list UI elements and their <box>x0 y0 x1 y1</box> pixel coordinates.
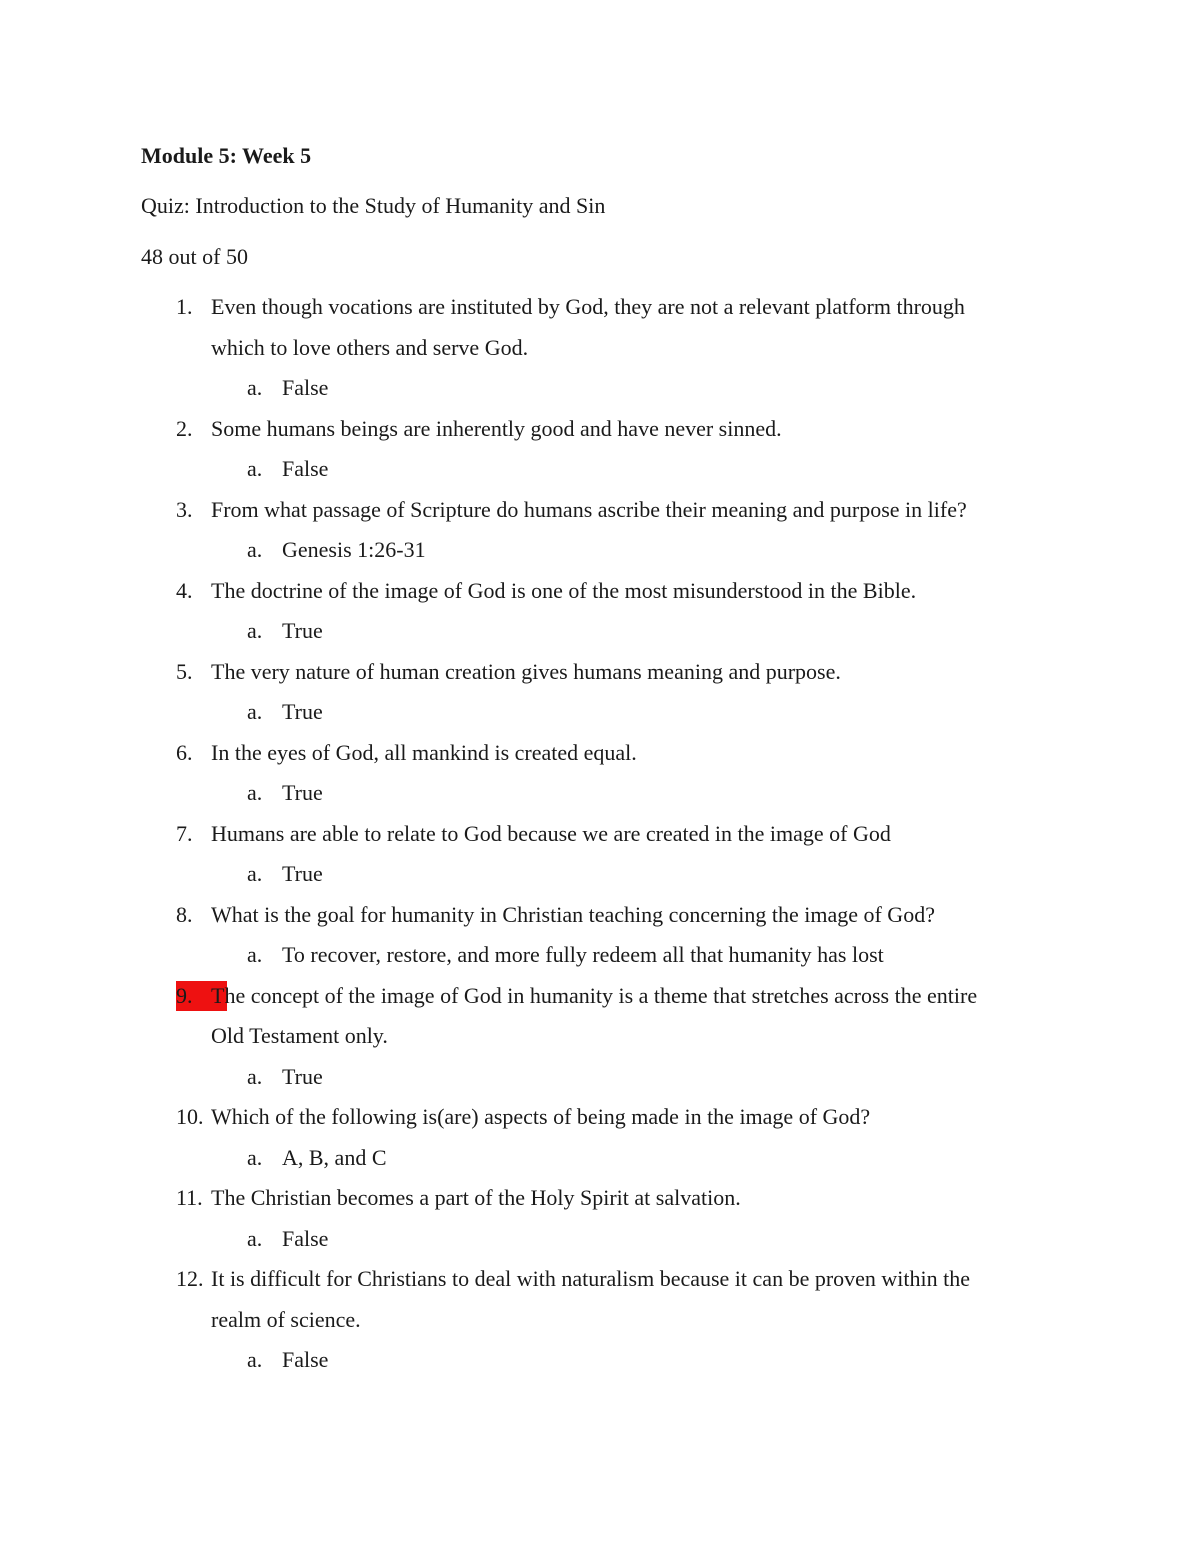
question-line <box>0 1102 1200 1143</box>
question-text: The doctrine of the image of God is one of the most misunderstood in the Bible. <box>211 577 917 603</box>
answer-text: True <box>282 618 323 643</box>
question-line <box>0 657 1200 698</box>
question-item <box>0 657 1200 738</box>
question-item <box>0 1264 1200 1386</box>
answer-text: False <box>282 456 329 481</box>
question-line <box>0 1021 1200 1062</box>
question-line <box>0 1183 1200 1224</box>
question-line <box>0 819 1200 860</box>
answer-line <box>0 1224 1200 1265</box>
answer-letter: a. <box>247 1347 263 1372</box>
question-text: Humans are able to relate to God because we are created in the image of God <box>211 820 891 846</box>
question-text: In the eyes of God, all mankind is created equal. <box>211 739 637 765</box>
answer-text: False <box>282 1225 329 1251</box>
question-item <box>0 1102 1200 1183</box>
question-number: 1. <box>176 294 193 319</box>
question-text: The Christian becomes a part of the Holy Spirit at salvation. <box>211 1185 741 1210</box>
answer-text: True <box>282 780 323 805</box>
question-number: 10. <box>176 1104 204 1129</box>
question-item <box>0 738 1200 819</box>
question-text: Which of the following is(are) aspects of being made in the image of God? <box>211 1104 871 1129</box>
answer-line <box>0 940 1200 981</box>
question-number: 6. <box>176 739 193 765</box>
answer-letter: a. <box>247 1144 263 1170</box>
question-number-highlighted: 9. <box>176 981 227 1011</box>
answer-line <box>0 616 1200 657</box>
question-line <box>0 292 1200 333</box>
question-line <box>0 900 1200 941</box>
answer-line <box>0 1345 1200 1386</box>
question-text: realm of science. <box>211 1306 361 1332</box>
answer-letter: a. <box>247 618 263 643</box>
answer-line <box>0 535 1200 576</box>
question-line <box>0 1305 1200 1346</box>
question-line <box>0 495 1200 536</box>
question-number: 4. <box>176 577 193 603</box>
answer-line <box>0 1143 1200 1184</box>
answer-letter: a. <box>247 375 263 400</box>
question-text: which to love others and serve God. <box>211 334 529 360</box>
question-number: 8. <box>176 901 193 927</box>
answer-line <box>0 697 1200 738</box>
question-item <box>0 981 1200 1103</box>
question-text: From what passage of Scripture do humans ascribe their meaning and purpose in life? <box>211 496 967 522</box>
answer-letter: a. <box>247 1063 263 1089</box>
question-item <box>0 900 1200 981</box>
question-number: 5. <box>176 658 193 684</box>
answer-line <box>0 454 1200 495</box>
page-title: Module 5: Week 5 <box>141 143 312 168</box>
question-text: Old Testament only. <box>211 1023 388 1048</box>
question-number: 12. <box>176 1266 204 1291</box>
question-number: 11. <box>176 1185 203 1210</box>
quiz-subtitle: Quiz: Introduction to the Study of Humanity and Sin <box>141 193 606 218</box>
question-item <box>0 292 1200 414</box>
answer-letter: a. <box>247 456 263 481</box>
question-number: 7. <box>176 820 193 846</box>
answer-line <box>0 1062 1200 1103</box>
question-text: The very nature of human creation gives humans meaning and purpose. <box>211 658 841 684</box>
answer-letter: a. <box>247 699 263 724</box>
answer-text: True <box>282 1063 323 1089</box>
answer-text: False <box>282 1347 329 1372</box>
answer-text: Genesis 1:26-31 <box>282 537 426 562</box>
answer-letter: a. <box>247 537 263 562</box>
question-text: It is difficult for Christians to deal with naturalism because it can be proven within the <box>211 1266 971 1291</box>
question-line <box>0 414 1200 455</box>
question-item <box>0 414 1200 495</box>
question-item <box>0 576 1200 657</box>
answer-text: True <box>282 699 323 724</box>
quiz-score: 48 out of 50 <box>141 244 248 269</box>
answer-letter: a. <box>247 861 263 886</box>
question-item <box>0 495 1200 576</box>
question-item <box>0 1183 1200 1264</box>
question-list <box>0 292 1200 1386</box>
question-text: What is the goal for humanity in Christian teaching concerning the image of God? <box>211 901 935 927</box>
question-text: Some humans beings are inherently good and have never sinned. <box>211 415 782 441</box>
answer-text: True <box>282 861 323 886</box>
answer-text: A, B, and C <box>282 1144 387 1170</box>
answer-text: To recover, restore, and more fully redeem all that humanity has lost <box>282 942 884 967</box>
answer-letter: a. <box>247 1225 263 1251</box>
question-line <box>0 1264 1200 1305</box>
answer-line <box>0 778 1200 819</box>
answer-line <box>0 859 1200 900</box>
question-line <box>0 738 1200 779</box>
question-line <box>0 981 1200 1022</box>
answer-letter: a. <box>247 780 263 805</box>
answer-line <box>0 373 1200 414</box>
answer-text: False <box>282 375 329 400</box>
question-line <box>0 576 1200 617</box>
question-number: 2. <box>176 415 193 441</box>
answer-letter: a. <box>247 942 263 967</box>
question-text: Even though vocations are instituted by God, they are not a relevant platform through <box>211 294 965 319</box>
question-text: The concept of the image of God in humanity is a theme that stretches across the entire <box>211 982 978 1008</box>
question-number: 3. <box>176 496 193 522</box>
question-line <box>0 333 1200 374</box>
question-item <box>0 819 1200 900</box>
